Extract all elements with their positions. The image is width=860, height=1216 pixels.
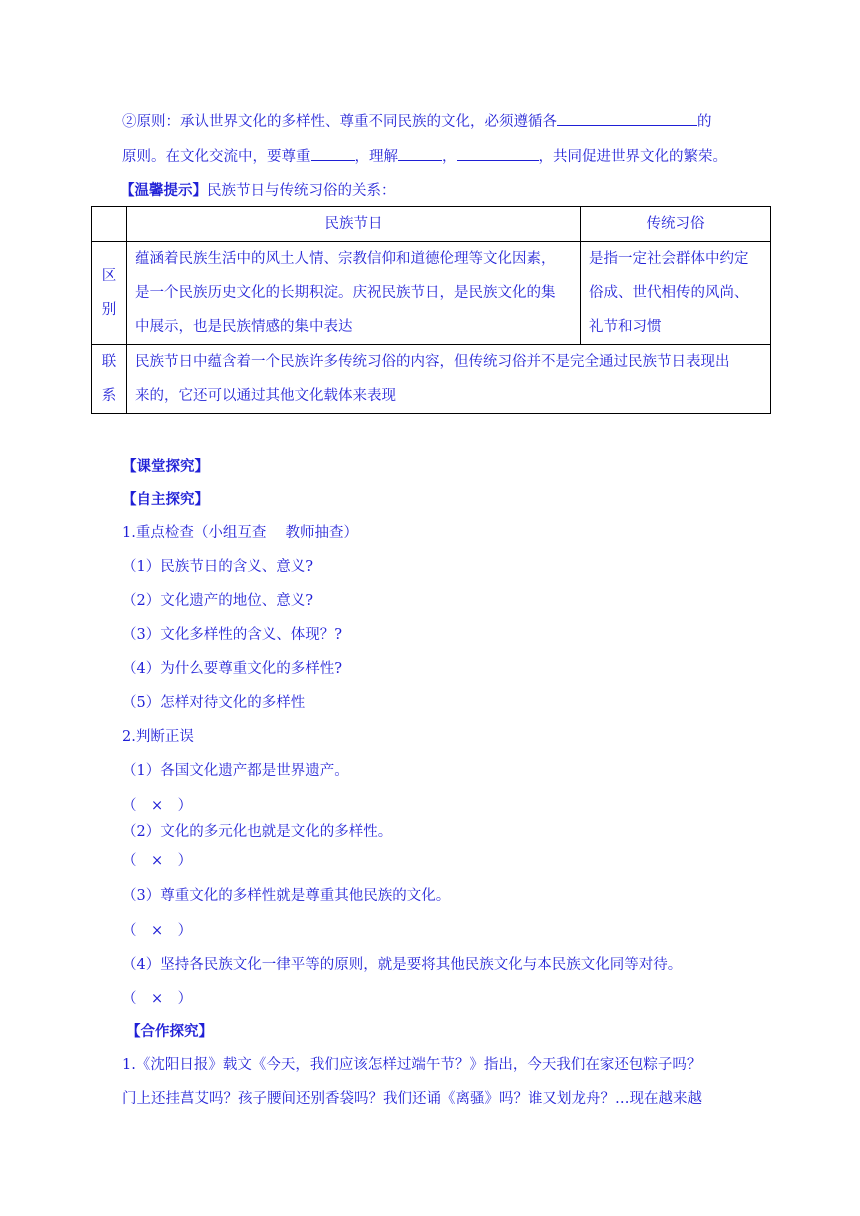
cell-line: 民族节日中蕴含着一个民族许多传统习俗的内容，但传统习俗并不是完全通过民族节日表现出 (135, 354, 730, 370)
table-corner-cell (92, 207, 127, 242)
row-header-char: 联 (101, 354, 117, 370)
row-header (92, 345, 127, 414)
row-header-char: 别 (101, 302, 117, 318)
question-title: 1.重点检查（小组互查 教师抽查） (122, 525, 358, 541)
list-item: （2）文化遗产的地位、意义? (122, 593, 313, 609)
principle-line-1 (122, 110, 712, 131)
section-heading: 【自主探究】 (122, 491, 209, 508)
row-header-char: 区 (101, 268, 117, 284)
column-header: 传统习俗 (581, 207, 771, 242)
section-heading: 【课堂探究】 (122, 458, 209, 475)
column-header: 民族节日 (127, 207, 581, 242)
section-heading: 【合作探究】 (126, 1023, 213, 1040)
list-item: （1）民族节日的含义、意义? (122, 559, 313, 575)
table-cell (127, 242, 581, 345)
table-cell (127, 345, 771, 414)
cell-line: 是一个民族历史文化的长期积淀。庆祝民族节日，是民族文化的集 (135, 285, 556, 301)
principle-text: ，共同促进世界文化的繁荣。 (538, 149, 727, 165)
cell-line: 是指一定社会群体中约定 (589, 251, 749, 267)
tip-text: 民族节日与传统习俗的关系： (207, 183, 396, 199)
cell-line: 来的，它还可以通过其他文化载体来表现 (135, 388, 396, 404)
paragraph-line: 门上还挂菖艾吗？孩子腰间还别香袋吗？我们还诵《离骚》吗？谁又划龙舟？…现在越来越 (122, 1091, 702, 1107)
question-title: 2.判断正误 (122, 729, 194, 745)
table-row (92, 345, 771, 414)
cell-line: 俗成、世代相传的风尚、 (589, 285, 749, 301)
tip-label: 【温馨提示】 (120, 182, 207, 199)
judge-answer: （ × ） (122, 923, 193, 939)
table-header-row (92, 207, 771, 242)
cell-line: 礼节和习惯 (589, 319, 662, 335)
list-item: （3）文化多样性的含义、体现？? (122, 627, 342, 643)
cell-line: 中展示，也是民族情感的集中表达 (135, 319, 353, 335)
tip-line (120, 179, 396, 200)
fill-blank[interactable] (398, 146, 442, 161)
principle-text: ②原则：承认世界文化的多样性、尊重不同民族的文化，必须遵循各 (122, 114, 557, 130)
judge-item: （2）文化的多元化也就是文化的多样性。 (122, 824, 393, 840)
table-row (92, 242, 771, 345)
judge-item: （1）各国文化遗产都是世界遗产。 (122, 763, 349, 779)
cell-line: 蕴涵着民族生活中的风土人情、宗教信仰和道德伦理等文化因素， (135, 251, 556, 267)
judge-item: （3）尊重文化的多样性就是尊重其他民族的文化。 (122, 888, 451, 904)
judge-answer: （ × ） (122, 853, 193, 869)
list-item: （5）怎样对待文化的多样性 (122, 695, 306, 711)
fill-blank[interactable] (311, 146, 355, 161)
row-header-char: 系 (101, 388, 117, 404)
judge-answer: （ × ） (122, 798, 193, 814)
principle-text: ，理解 (354, 149, 398, 165)
table-cell (581, 242, 771, 345)
list-item: （4）为什么要尊重文化的多样性? (122, 661, 342, 677)
paragraph-line: 1.《沈阳日报》载文《今天，我们应该怎样过端午节？》指出，今天我们在家还包粽子吗？ (122, 1057, 702, 1073)
fill-blank[interactable] (557, 111, 697, 126)
judge-item: （4）坚持各民族文化一律平等的原则，就是要将其他民族文化与本民族文化同等对待。 (122, 957, 683, 973)
principle-text: ， (442, 149, 457, 165)
row-header (92, 242, 127, 345)
principle-text: 原则。在文化交流中，要尊重 (122, 149, 311, 165)
fill-blank[interactable] (457, 146, 539, 161)
festival-custom-table (91, 206, 771, 414)
principle-suffix: 的 (697, 114, 712, 130)
principle-line-2 (122, 145, 727, 166)
judge-answer: （ × ） (122, 991, 193, 1007)
